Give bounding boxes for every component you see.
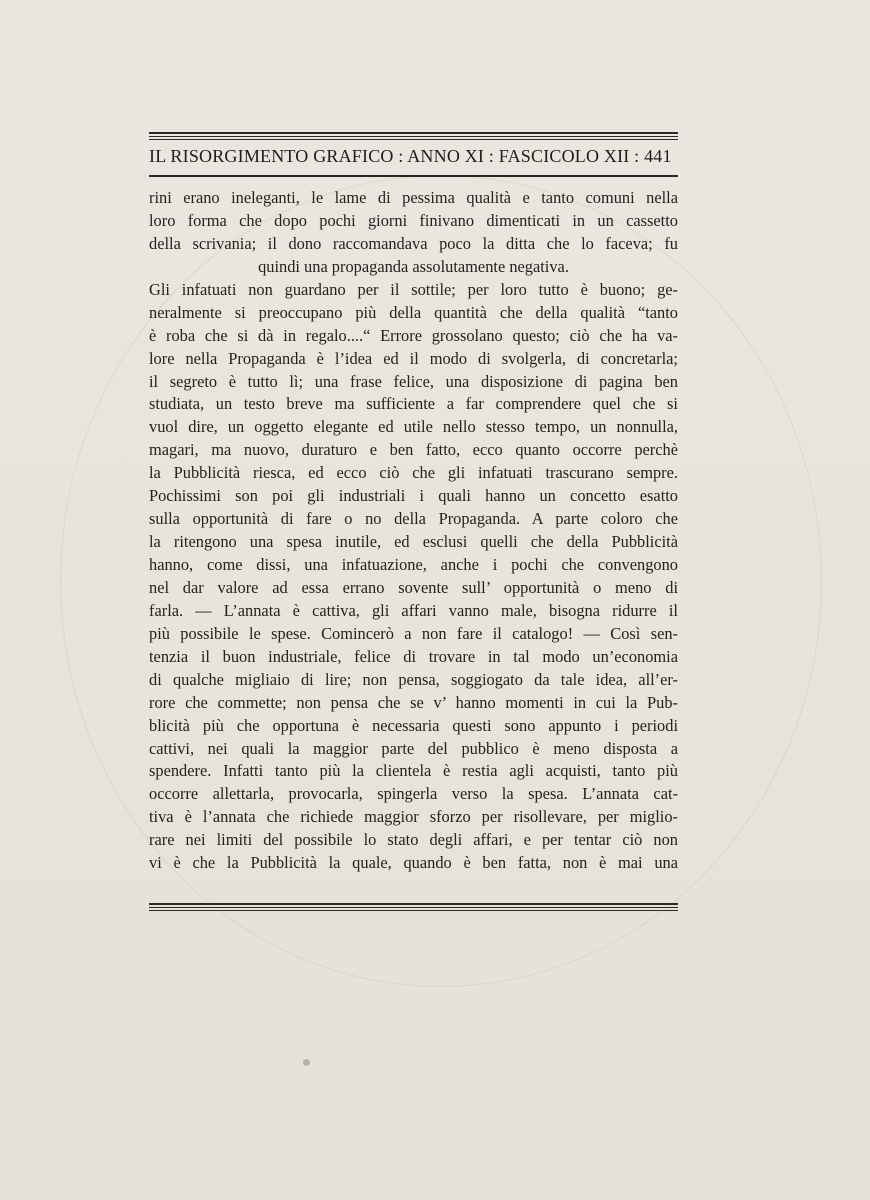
text-line: Pochissimi son poi gli industriali i quali hanno un concetto esatto (149, 486, 678, 506)
header-top-rule (149, 132, 678, 142)
text-line: rare nei limiti del possibile lo stato degli affari, e per tentar ciò non (149, 830, 678, 850)
text-line: farla. — L’annata è cattiva, gli affari vanno male, bisogna ridurre il (149, 600, 678, 620)
text-line: nel dar valore ad essa errano sovente sull’ opportunità o meno di (149, 577, 678, 597)
text-line: il segreto è tutto lì; una frase felice, una disposizione di pagina ben (149, 371, 678, 391)
text-line: studiata, un testo breve ma sufficiente a far comprendere quel che si (149, 394, 678, 414)
text-line: rore che commette; non pensa che se v’ hanno momenti in cui la Pub- (149, 692, 678, 712)
paper-speck (303, 1059, 310, 1066)
text-line: vuol dire, un oggetto elegante ed utile nello stesso tempo, un nonnulla, (149, 417, 678, 437)
text-line: hanno, come dissi, una infatuazione, anche i pochi che convengono (149, 555, 678, 574)
running-header: IL RISORGIMENTO GRAFICO : ANNO XI : FASCICOLO XII : 441 (149, 146, 672, 166)
text-line: magari, ma nuovo, duraturo e ben fatto, ecco quanto occorre perchè (149, 440, 678, 460)
text-line: tiva è l’annata che richiede maggior sforzo per risollevare, per miglio- (149, 807, 678, 827)
text-line: blicità più che opportuna è necessaria questi sono appunto i periodi (149, 715, 678, 735)
text-line: neralmente si preoccupano più della quantità che della qualità “tanto (149, 302, 678, 322)
text-line: della scrivania; il dono raccomandava poco la ditta che lo faceva; fu (149, 233, 678, 253)
text-line: è roba che si dà in regalo....“ Errore grossolano questo; ciò che ha va- (149, 325, 678, 345)
text-line: la ritengono una spesa inutile, ed esclusi quelli che della Pubblicità (149, 532, 678, 552)
text-line: cattivi, nei quali la maggior parte del pubblico è meno disposta a (149, 738, 678, 758)
text-line: tenzia il buon industriale, felice di trovare in tal modo un’economia (149, 646, 678, 666)
header-bottom-rule (149, 175, 678, 177)
body-text (149, 187, 678, 875)
text-line: rini erano ineleganti, le lame di pessima qualità e tanto comuni nella (149, 188, 678, 207)
text-line: di qualche migliaio di lire; non pensa, soggiogato da tale idea, all’er- (149, 669, 678, 689)
text-line: spendere. Infatti tanto più la clientela è restia agli acquisti, tanto più (149, 761, 678, 781)
footer-rule (149, 903, 678, 913)
text-line: lore nella Propaganda è l’idea ed il modo di svolgerla, di concretarla; (149, 348, 678, 368)
text-line: Gli infatuati non guardano per il sottile; per loro tutto è buono; ge- (149, 279, 678, 299)
text-line: sulla opportunità di fare o no della Propaganda. A parte coloro che (149, 509, 678, 529)
text-line: la Pubblicità riesca, ed ecco ciò che gli infatuati trascurano sempre. (149, 463, 678, 483)
text-line: vi è che la Pubblicità la quale, quando è ben fatta, non è mai una (149, 853, 678, 873)
text-line: occorre allettarla, provocarla, spingerla verso la spesa. L’annata cat- (149, 784, 678, 804)
text-line: più possibile le spese. Comincerò a non fare il catalogo! — Così sen- (149, 623, 678, 643)
text-line: quindi una propaganda assolutamente negativa. (258, 256, 569, 276)
text-line: loro forma che dopo pochi giorni finivano dimenticati in un cassetto (149, 210, 678, 230)
